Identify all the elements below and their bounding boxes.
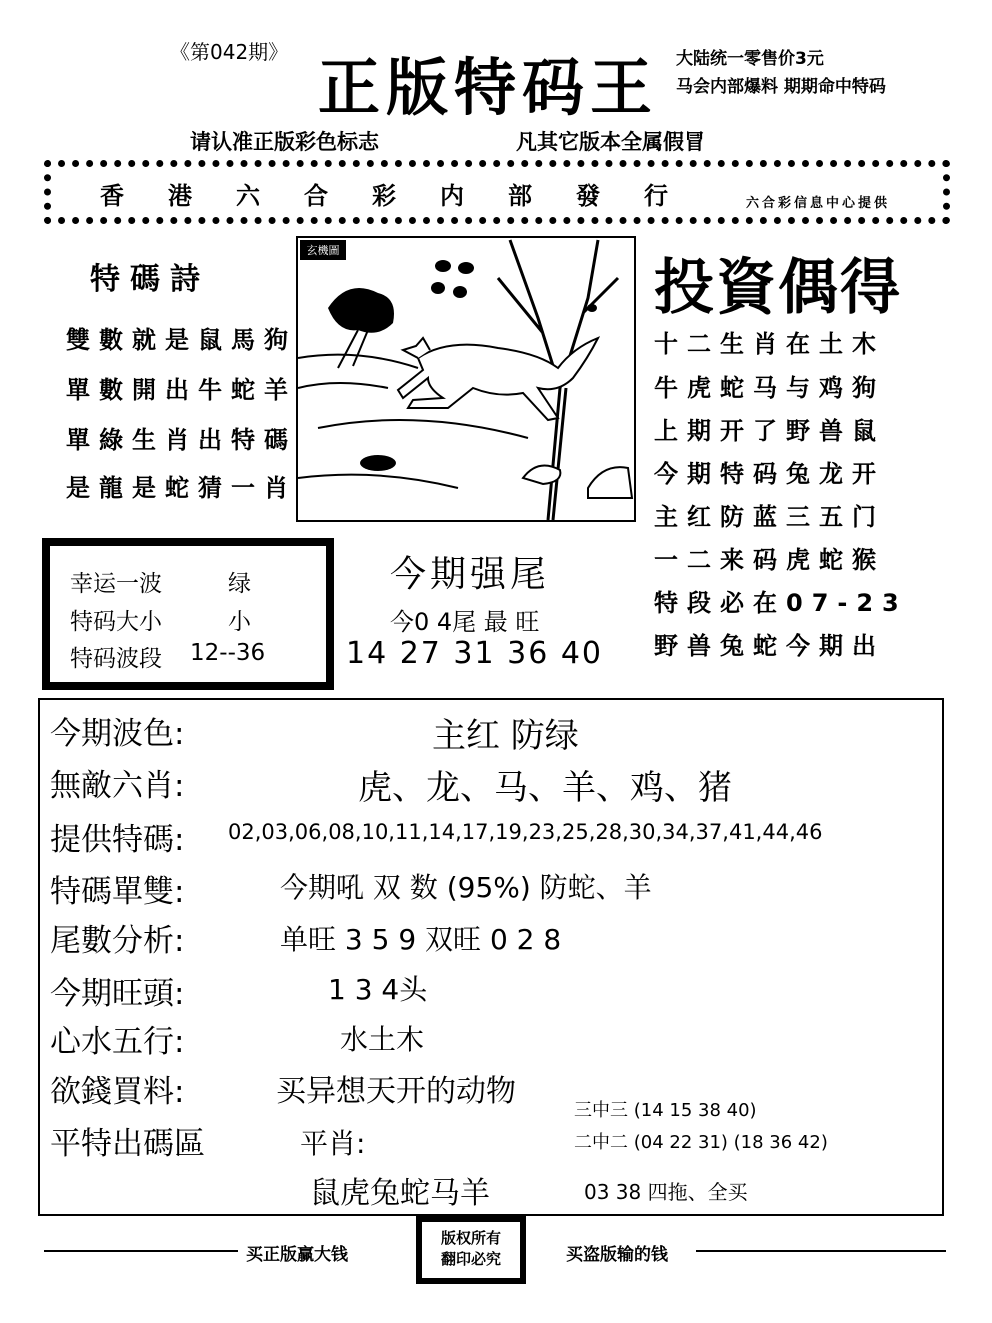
notice-right: 凡其它版本全属假冒 bbox=[516, 130, 705, 154]
lucky-label: 幸运一波 bbox=[70, 571, 162, 597]
side-note: 03 38 四拖、全买 bbox=[584, 1180, 748, 1204]
poem-line: 雙數就是鼠馬狗 bbox=[66, 326, 297, 354]
row-value: 买异想天开的动物 bbox=[276, 1074, 516, 1109]
row-label: 今期波色: bbox=[50, 716, 185, 752]
lucky-value: 绿 bbox=[228, 571, 251, 597]
row-label: 今期旺頭: bbox=[50, 976, 185, 1012]
invest-line: 十二生肖在土木 bbox=[654, 330, 885, 358]
invest-line: 上期开了野兽鼠 bbox=[654, 417, 885, 445]
picture-stamp: 玄機圖 bbox=[306, 244, 340, 257]
invest-line: 牛虎蛇马与鸡狗 bbox=[654, 374, 885, 402]
footer-right: 买盗版输的钱 bbox=[566, 1245, 668, 1265]
invest-title: 投資偶得 bbox=[654, 253, 902, 323]
divider bbox=[44, 1250, 238, 1252]
row-value: 主红 防绿 bbox=[432, 716, 579, 756]
row-value: 虎、龙、马、羊、鸡、猪 bbox=[358, 768, 732, 808]
invest-line: 主红防蓝三五门 bbox=[654, 503, 885, 531]
animal-illustration bbox=[298, 238, 634, 520]
poem-title: 特碼詩 bbox=[90, 262, 210, 297]
lucky-label: 特码大小 bbox=[70, 609, 162, 635]
strong-tail-numbers: 14 27 31 36 40 bbox=[346, 636, 604, 671]
page-title: 正版特码王 bbox=[318, 51, 659, 124]
row-label: 提供特碼: bbox=[50, 822, 185, 858]
banner-main: 香港六合彩内部發行 bbox=[100, 182, 712, 210]
poem-line: 單綠生肖出特碼 bbox=[66, 426, 297, 454]
lucky-value: 小 bbox=[228, 609, 251, 635]
copyright-stamp bbox=[416, 1216, 526, 1284]
riddle-illustration bbox=[296, 236, 636, 522]
row-label: 尾數分析: bbox=[50, 923, 185, 959]
row-label: 欲錢買料: bbox=[50, 1074, 185, 1110]
invest-line: 特段必在07-23 bbox=[654, 589, 908, 617]
row-value: 1 3 4头 bbox=[328, 973, 428, 1006]
invest-line: 一二来码虎蛇猴 bbox=[654, 546, 885, 574]
poem-line: 是龍是蛇猜一肖 bbox=[66, 474, 297, 502]
strong-tail-subtitle: 今0 4尾 最 旺 bbox=[390, 608, 540, 636]
strong-tail-title: 今期强尾 bbox=[390, 554, 551, 595]
row-value: 今期吼 双 数 (95%) 防蛇、羊 bbox=[280, 871, 652, 904]
row-value: 水土木 bbox=[340, 1023, 425, 1056]
notice-left: 请认准正版彩色标志 bbox=[190, 130, 379, 154]
issue-number: 《第042期》 bbox=[170, 40, 289, 64]
lucky-value: 12--36 bbox=[190, 640, 266, 666]
divider bbox=[696, 1250, 946, 1252]
stamp-line: 翻印必究 bbox=[440, 1250, 501, 1268]
lucky-label: 特码波段 bbox=[70, 646, 162, 672]
tagline: 马会内部爆料 期期命中特码 bbox=[676, 77, 886, 97]
row-label: 特碼單雙: bbox=[50, 874, 185, 910]
side-note: 二中二 (04 22 31) (18 36 42) bbox=[574, 1132, 828, 1153]
banner-provider: 六合彩信息中心提供 bbox=[746, 196, 891, 211]
invest-line: 今期特码兔龙开 bbox=[654, 460, 885, 488]
row-value: 02,03,06,08,10,11,14,17,19,23,25,28,30,34,37,41,44,46 bbox=[228, 820, 823, 844]
stamp-line: 版权所有 bbox=[440, 1229, 501, 1247]
side-note: 三中三 (14 15 38 40) bbox=[574, 1100, 757, 1121]
price-line: 大陆统一零售价3元 bbox=[676, 49, 824, 69]
row-value: 单旺 3 5 9 双旺 0 2 8 bbox=[280, 923, 562, 956]
zodiac-list: 鼠虎兔蛇马羊 bbox=[310, 1176, 490, 1211]
footer-left: 买正版赢大钱 bbox=[246, 1245, 348, 1265]
row-label: 無敵六肖: bbox=[50, 768, 185, 804]
poem-line: 單數開出牛蛇羊 bbox=[66, 376, 297, 404]
invest-line: 野兽兔蛇今期出 bbox=[654, 632, 885, 660]
row-label: 平特出碼區 bbox=[50, 1126, 205, 1162]
row-value: 平肖: bbox=[300, 1127, 366, 1160]
row-label: 心水五行: bbox=[50, 1024, 185, 1060]
